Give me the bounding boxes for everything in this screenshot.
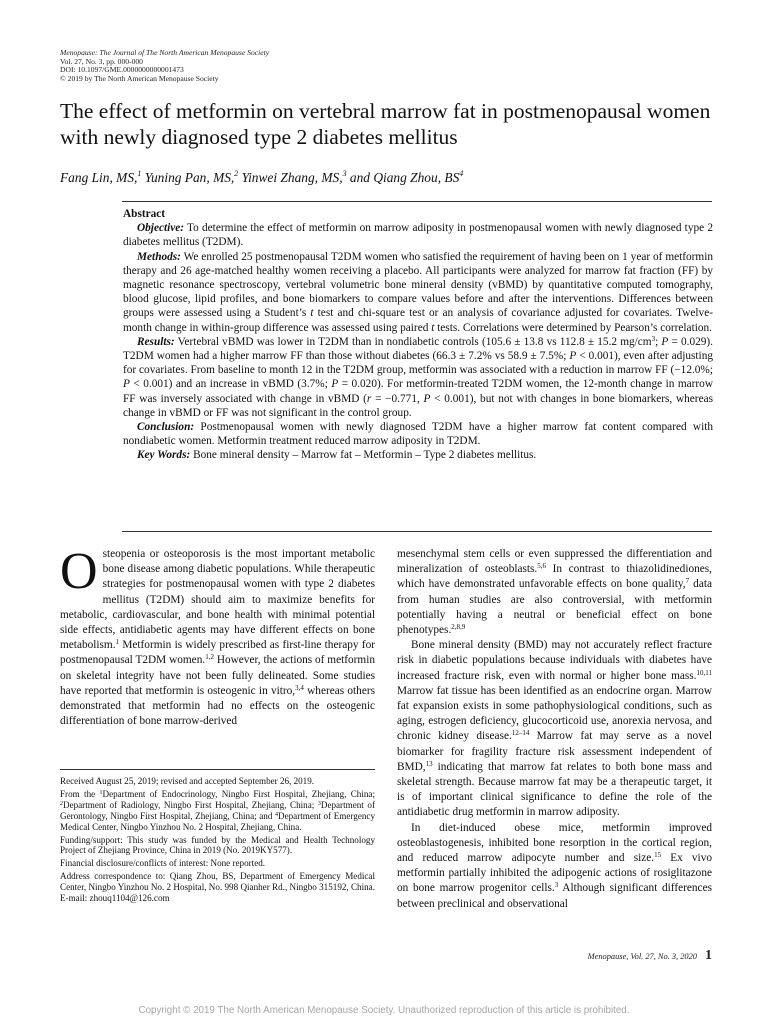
affiliations-note	[60, 789, 375, 833]
abstract-top-rule	[122, 201, 712, 202]
results-p-symbol: P	[569, 350, 577, 363]
abstract-methods	[123, 250, 713, 335]
affiliation-marker: 4	[275, 811, 279, 818]
body-text: In diet-induced obese mice, metformin improved osteoblastogenesis, inhibited bone resorption in the cortical region, and reduced marrow adipocyte number and size.	[397, 821, 712, 865]
citation-marker: 3,4	[295, 683, 304, 692]
footnotes	[60, 776, 375, 906]
page-number: 1	[705, 948, 712, 963]
objective-label: Objective:	[137, 222, 185, 235]
results-text: = 0.029). T2DM women had a higher marrow FF than those without diabetes (66.3 ± 7.2% vs 58.9 ± 7.5%;	[123, 335, 713, 363]
body-right-column	[397, 547, 712, 912]
disclosure-note: Financial disclosure/conflicts of interest: None reported.	[60, 858, 266, 869]
author-affiliation-marker: 2	[234, 169, 239, 178]
body-text: Marrow fat may serve as a novel biomarker for fragility fracture risk assessment independent of BMD,	[397, 730, 712, 773]
results-text: = −0.771,	[371, 392, 424, 405]
body-left-column	[60, 543, 376, 729]
citation-marker: 12–14	[511, 729, 530, 738]
intro-text: steopenia or osteoporosis is the most important metabolic bone disease among diabetic populations. While therapeutic strategies for postmenopausal women with type 2 diabetes mellitus (T2DM) should aim to maximize benefits for metabolic, cardiovascular, and bone health with minimal potential side effects, antidiabetic agents may have different effects on bone metabolism.	[60, 548, 375, 652]
body-text: mesenchymal stem cells or even suppressed the differentiation and mineralization of osteoblasts.	[397, 548, 712, 576]
body-text: indicating that marrow fat relates to both bone mass and skeletal strength. Because marrow fat may be a therapeutic target, it is of important clinical significance to define the role of the antidiabetic drug metformin in marrow adiposity.	[397, 760, 712, 819]
funding-note: Funding/support: This study was funded by the Medical and Health Technology Project of Zhejiang Province, China in 2019 (No. 2019KY577).	[60, 834, 375, 856]
citation-marker: 7	[685, 577, 690, 586]
article-title: The effect of metformin on vertebral marrow fat in postmenopausal women with newly diagnosed type 2 diabetes mellitus	[60, 99, 711, 149]
journal-volume: Vol. 27, No. 3, pp. 000-000	[60, 56, 143, 66]
body-text: Marrow fat tissue has been identified as an endocrine organ. Marrow fat expansion exists in some pathophysiological conditions, such as aging, estrogen deficiency, glucocorticoid use, anorexia nervosa, and chronic kidney disease.	[397, 684, 712, 743]
affiliation-marker: 1	[99, 789, 103, 796]
page-folio	[480, 948, 712, 964]
body-paragraph	[397, 821, 712, 912]
affiliation-marker: 3	[317, 800, 321, 807]
abstract-bottom-rule	[122, 531, 712, 532]
results-text: ;	[655, 335, 662, 348]
abstract-conclusion	[123, 420, 713, 448]
abstract-results	[123, 335, 713, 420]
body-paragraph	[397, 547, 712, 638]
citation-marker: 1	[115, 638, 120, 647]
results-superscript: 3	[651, 334, 656, 343]
body-text: In contrast to thiazolidinediones, which have demonstrated unfavorable effects on bone quality,	[397, 563, 712, 591]
journal-copyright: © 2019 by The North American Menopause Society	[60, 73, 219, 83]
results-text: Vertebral vBMD was lower in T2DM than in nondiabetic controls (105.6 ± 13.8 vs 112.8 ± 15.2 mg/cm	[174, 335, 652, 348]
author-affiliation-marker: 4	[459, 169, 464, 178]
abstract	[123, 207, 713, 463]
results-r-symbol: r	[366, 392, 372, 405]
results-text: < 0.001), even after adjusting for covariates. From baseline to month 12 in the T2DM group, metformin was associated with a reduction in marrow FF (−12.0%;	[123, 350, 713, 377]
methods-text: tests. Correlations were determined by Pearson’s correlation.	[434, 321, 712, 334]
author-separator: and	[346, 170, 374, 185]
methods-label: Methods:	[137, 250, 181, 263]
keywords-text: Bone mineral density – Marrow fat – Metformin – Type 2 diabetes mellitus.	[190, 449, 537, 462]
affiliation-text: Department of Gerontology, Ningbo First Hospital, Zhejiang, China; and	[60, 799, 375, 821]
results-text: = 0.020). For metformin-treated T2DM women, the 12-month change in marrow FF was inversely associated with change in vBMD (	[123, 378, 713, 405]
body-text: data from human studies are also controversial, with metformin potentially having a neutral or beneficial effect on bone phenotypes.	[397, 578, 712, 637]
body-text: Ex vivo metformin partially inhibited the adipogenic actions of rosiglitazone on bone marrow progenitor cells.	[397, 852, 712, 895]
affiliation-text: Department of Endocrinology, Ningbo First Hospital, Zhejiang, China;	[102, 788, 375, 799]
results-text: < 0.001), but not with changes in bone biomarkers, whereas change in vBMD or FF was not significant in the control group.	[123, 392, 713, 419]
author-name: Fang Lin, MS,	[60, 170, 138, 185]
author-affiliation-marker: 3	[342, 169, 347, 178]
author-name: Yuning Pan, MS,	[144, 170, 235, 185]
intro-text: Metformin is widely prescribed as first-line therapy for postmenopausal T2DM women.	[60, 639, 375, 667]
results-text: < 0.001) and an increase in vBMD (3.7%;	[129, 378, 332, 391]
affiliation-marker: 2	[60, 800, 63, 807]
abstract-keywords	[123, 448, 713, 462]
intro-text: whereas others demonstrated that metformin had no effects on the osteogenic differentiation of bone marrow-derived	[60, 684, 376, 728]
results-p-symbol: P	[423, 392, 431, 405]
keywords-label: Key Words:	[137, 449, 191, 462]
objective-text: To determine the effect of metformin on marrow adiposity in postmenopausal women with newly diagnosed type 2 diabetes mellitus (T2DM).	[123, 222, 713, 249]
drop-cap: O	[60, 543, 98, 600]
author-name: Yinwei Zhang, MS,	[241, 170, 343, 185]
methods-t-symbol: t	[310, 307, 314, 320]
citation-marker: 3	[554, 881, 559, 890]
journal-header	[60, 49, 480, 83]
author-list	[60, 169, 720, 187]
journal-doi: DOI: 10.1097/GME.0000000000001473	[60, 65, 184, 75]
intro-text: However, the actions of metformin on skeletal integrity have not been fully delineated. Some studies have reported that metformin is osteogenic in vitro,	[60, 654, 375, 697]
author-name: Qiang Zhou, BS	[373, 170, 460, 185]
results-label: Results:	[137, 335, 175, 348]
citation-marker: 10,11	[696, 668, 712, 677]
correspondence-note: Address correspondence to: Qiang Zhou, BS, Department of Emergency Medical Center, Ningbo Yinzhou No. 2 Hospital, No. 998 Qianher Rd., Ningbo 315192, China. E-mail: zhouq1104@126.com	[60, 871, 375, 904]
affiliation-text: Department of Radiology, Ningbo First Hospital, Zhejiang, China;	[63, 799, 318, 810]
author-affiliation-marker: 1	[137, 169, 142, 178]
conclusion-label: Conclusion:	[137, 421, 195, 434]
results-p-symbol: P	[331, 378, 339, 391]
citation-marker: 5,6	[537, 562, 546, 571]
methods-text: test and chi-square test or an analysis of covariance adjusted for covariates. Twelve-month change in within-group difference was assessed using paired	[123, 307, 713, 334]
footer-copyright: Copyright © 2019 The North American Menopause Society. Unauthorized reproduction of this article is prohibited.	[138, 1005, 630, 1016]
results-p-symbol: P	[661, 335, 669, 348]
citation-marker: 13	[425, 759, 433, 768]
results-p-symbol: P	[123, 378, 130, 391]
affiliation-text: Department of Emergency Medical Center, Ningbo Yinzhou No. 2 Hospital, Zhejiang, China.	[60, 810, 375, 832]
citation-marker: 15	[654, 851, 662, 860]
conclusion-text: Postmenopausal women with newly diagnosed T2DM have a higher marrow fat content compared with nondiabetic women. Metformin treatment reduced marrow adiposity in T2DM.	[123, 421, 713, 448]
methods-t-symbol: t	[431, 321, 435, 334]
received-note: Received August 25, 2019; revised and accepted September 26, 2019.	[60, 776, 315, 786]
abstract-objective	[123, 221, 713, 249]
body-text: Although significant differences between preclinical and observational	[397, 882, 712, 910]
citation-marker: 1,2	[205, 653, 214, 662]
citation-marker: 2,8,9	[451, 623, 466, 632]
body-paragraph	[397, 638, 712, 820]
affiliation-text: From the	[60, 788, 100, 799]
folio-journal: Menopause, Vol. 27, No. 3, 2020	[587, 952, 697, 961]
intro-paragraph	[60, 543, 376, 729]
footnote-rule	[60, 769, 375, 770]
body-text: Bone mineral density (BMD) may not accurately reflect fracture risk in diabetic populations because individuals with diabetes have increased fracture risk, even with normal or higher bone mass.	[397, 639, 712, 682]
abstract-heading: Abstract	[123, 208, 166, 220]
journal-name: Menopause: The Journal of The North American Menopause Society	[60, 48, 270, 57]
methods-text: We enrolled 25 postmenopausal T2DM women who satisfied the requirement of having been on 1 year of metformin therapy and 26 age-matched healthy women receiving a placebo. All participants were analyzed for marrow fat fraction (FF) by magnetic resonance spectroscopy, vertebral volumetric bone mineral density (vBMD) by quantitative computed tomography, blood glucose, lipid profiles, and bone biomarkers to compare values before and after the interventions. Differences between groups were assessed using a Student’s	[123, 250, 713, 320]
